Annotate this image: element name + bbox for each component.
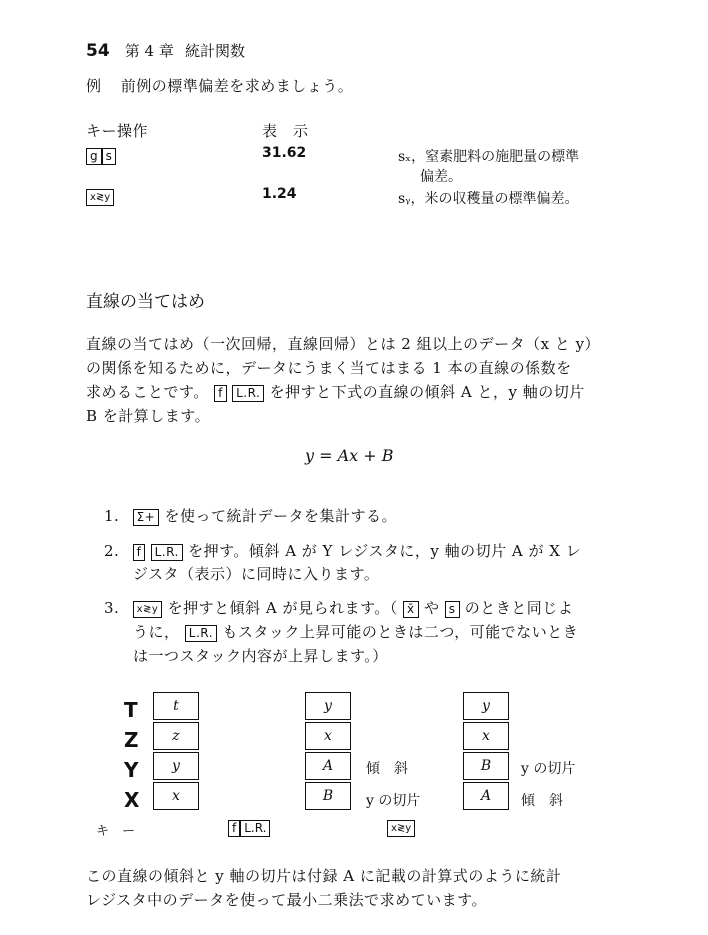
example-text: 前例の標準偏差を求めましょう。 [120,77,354,95]
note-1-line1: sₓ，窒素肥料の施肥量の標準 [398,149,580,165]
display-value-2: 1.24 [262,186,297,202]
table-row [86,146,116,165]
step-3: 3. x≷y を押すと傾斜 A が見られます。（ x̄ や s のときと同じよ [104,599,574,617]
stack3-note: y の切片 [521,761,576,777]
intro-line-1: 直線の当てはめ（一次回帰，直線回帰）とは 2 組以上のデータ（x と y） [86,335,601,353]
lr-key: L.R. [185,625,217,642]
f-key: f [214,385,227,402]
stack1-cell: x [153,782,199,810]
lr-key: L.R. [240,820,270,837]
lr-key: L.R. [232,385,264,402]
stack2-cell: B [305,782,351,810]
step-1: 1. Σ+ を使って統計データを集計する。 [104,507,398,525]
register-label: X [124,788,140,812]
stack3-cell: A [463,782,509,810]
diagram-keys-lr [228,818,270,837]
note-2-line1: sᵧ，米の収穫量の標準偏差。 [398,191,579,207]
xbar-key: x̄ [403,601,419,618]
col-key-header: キー操作 [86,122,149,140]
conclusion-line-1: この直線の傾斜と y 軸の切片は付録 A に記載の計算式のように統計 [86,867,562,885]
register-label: Z [124,728,139,752]
step-3-cont: うに， L.R. もスタック上昇可能のときは二つ，可能でないとき [133,623,579,641]
conclusion-line-2: レジスタ中のデータを使って最小二乗法で求めています。 [86,891,487,909]
section-title: 直線の当てはめ [86,292,205,312]
stack1-cell: y [153,752,199,780]
x-exchange-y-key: x≷y [133,601,163,618]
x-exchange-y-key: x≷y [86,189,114,206]
register-label: Y [124,758,139,782]
table-row [86,187,114,206]
chapter-number: 第 4 章 [124,42,174,60]
stack3-cell: B [463,752,509,780]
intro-line-2: の関係を知るために，データにうまく当てはまる 1 本の直線の係数を [86,359,572,377]
s-key: s [445,601,460,618]
stack3-note: 傾 斜 [521,793,563,809]
stack2-note: y の切片 [366,793,421,809]
page-number: 54 [86,41,110,61]
s-key: s [102,148,116,165]
step-2: 2. f L.R. を押す。傾斜 A が Y レジスタに，y 軸の切片 A が X レ [104,542,582,560]
stack3-cell: x [463,722,509,750]
note-1-line2: 偏差。 [420,169,462,185]
diagram-keys-xy [387,818,415,837]
stack2-cell: x [305,722,351,750]
f-key: f [228,820,240,837]
register-label: T [124,698,138,722]
key-row-label: キ ー [96,824,136,839]
display-value-1: 31.62 [262,145,307,161]
step-2-cont: ジスタ（表示）に同時に入ります。 [133,565,380,583]
lr-key: L.R. [151,544,183,561]
chapter-title: 統計関数 [184,42,245,60]
x-exchange-y-key: x≷y [387,820,415,837]
g-key: g [86,148,102,165]
col-display-header: 表 示 [262,122,309,140]
intro-line-3: 求めることです。 f L.R. を押すと下式の直線の傾斜 A と，y 軸の切片 [86,383,585,401]
example-line [86,75,353,96]
sigma-plus-key: Σ+ [133,509,160,526]
stack2-cell: A [305,752,351,780]
step-3-cont2: は一つスタック内容が上昇します。） [133,647,388,665]
stack1-cell: z [153,722,199,750]
formula: y = Ax + B [305,446,394,465]
intro-line-4: B を計算します。 [86,407,211,425]
stack2-note: 傾 斜 [366,761,408,777]
example-label: 例 [86,77,102,95]
page-header [86,40,245,61]
stack3-cell: y [463,692,509,720]
f-key: f [133,544,146,561]
stack2-cell: y [305,692,351,720]
stack1-cell: t [153,692,199,720]
